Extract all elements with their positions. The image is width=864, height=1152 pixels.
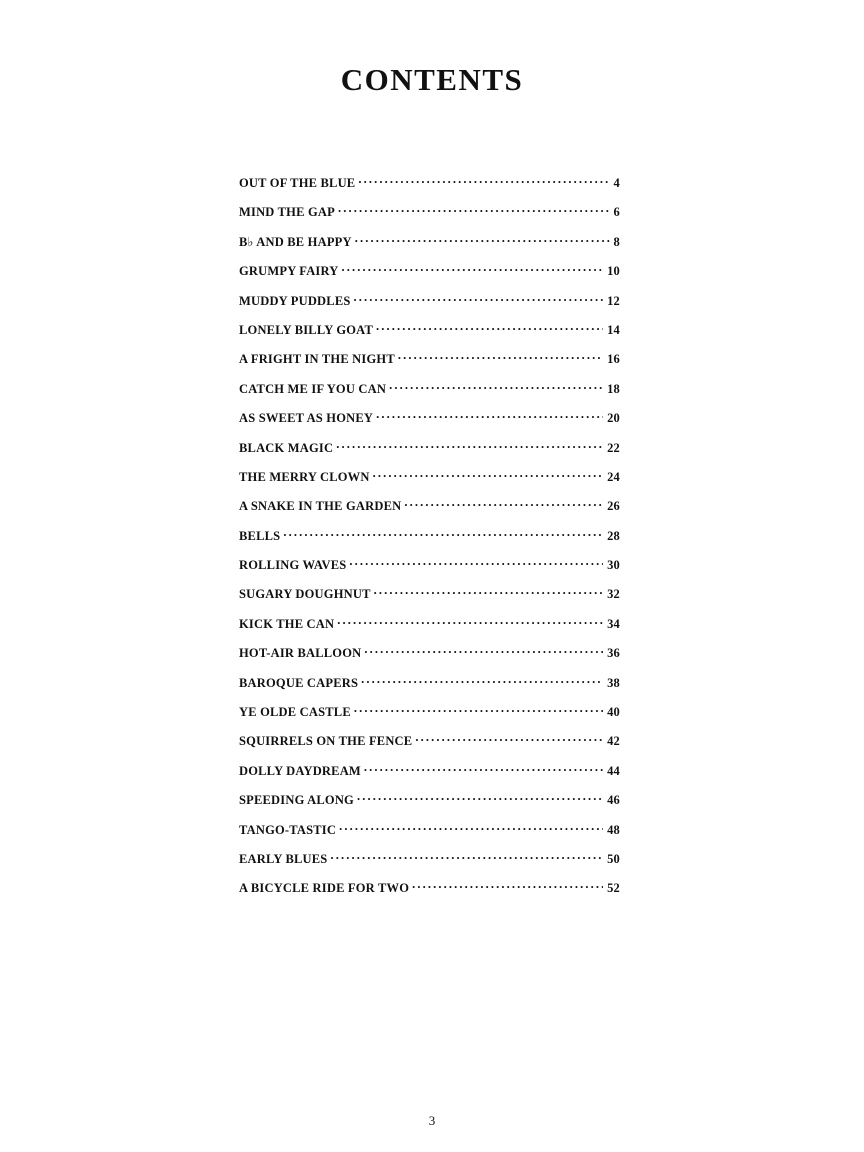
dot-leader (376, 407, 603, 422)
toc-entry-title: A SNAKE IN THE GARDEN (239, 499, 402, 514)
toc-entry-title: BAROQUE CAPERS (239, 675, 359, 690)
toc-entry-page: 40 (607, 705, 620, 720)
dot-leader (339, 819, 603, 834)
dot-leader (398, 348, 603, 363)
toc-entry (239, 554, 620, 583)
toc-entry-page: 46 (607, 793, 620, 808)
toc-entry (239, 348, 620, 377)
dot-leader (415, 730, 603, 745)
toc-entry (239, 231, 620, 260)
toc-entry-title: TANGO-TASTIC (239, 822, 337, 837)
toc-entry-page: 50 (607, 851, 620, 866)
toc-entry-page: 14 (607, 322, 620, 337)
toc-entry-page: 38 (607, 675, 620, 690)
toc-entry-title: KICK THE CAN (239, 616, 335, 631)
toc-entry (239, 583, 620, 612)
toc-entry-title: GRUMPY FAIRY (239, 264, 339, 279)
toc-entry-title: DOLLY DAYDREAM (239, 763, 361, 778)
toc-entry-title: BELLS (239, 528, 281, 543)
toc-entry-title: ROLLING WAVES (239, 558, 347, 573)
toc-entry-title: SUGARY DOUGHNUT (239, 587, 371, 602)
toc-entry-page: 28 (607, 528, 620, 543)
toc-entry-title: LONELY BILLY GOAT (239, 322, 374, 337)
toc-entry (239, 848, 620, 877)
toc-entry (239, 201, 620, 230)
toc-entry (239, 172, 620, 201)
toc-entry-title: EARLY BLUES (239, 851, 328, 866)
toc-entry (239, 613, 620, 642)
toc-entry (239, 701, 620, 730)
dot-leader (342, 260, 604, 275)
toc-entry-page: 36 (607, 646, 620, 661)
toc-entry-page: 34 (607, 616, 620, 631)
dot-leader (330, 848, 603, 863)
toc-entry-page: 48 (607, 822, 620, 837)
toc-entry (239, 378, 620, 407)
toc-entry (239, 672, 620, 701)
toc-entry (239, 819, 620, 848)
page-number: 3 (428, 1113, 436, 1128)
dot-leader (338, 201, 610, 216)
dot-leader (337, 613, 603, 628)
toc-entry-page: 10 (607, 264, 620, 279)
toc-entry-title: AS SWEET AS HONEY (239, 411, 374, 426)
toc-entry-title: THE MERRY CLOWN (239, 469, 370, 484)
toc-entry-page: 22 (607, 440, 620, 455)
dot-leader (404, 495, 603, 510)
toc-entry-page: 30 (607, 558, 620, 573)
page-title: CONTENTS (340, 62, 524, 97)
toc-entry-page: 4 (613, 176, 620, 190)
toc-entry (239, 760, 620, 789)
toc-entry-page: 16 (607, 352, 620, 367)
toc-entry (239, 789, 620, 818)
toc-entry-page: 32 (607, 587, 620, 602)
toc-entry (239, 730, 620, 759)
toc-entry-title: BLACK MAGIC (239, 440, 334, 455)
dot-leader (364, 642, 603, 657)
toc-entry-page: 24 (607, 469, 620, 484)
toc-entry-page: 8 (613, 234, 620, 249)
toc-entry-page: 26 (607, 499, 620, 514)
toc-entry-page: 18 (607, 381, 620, 396)
toc-entry-title: HOT-AIR BALLOON (239, 646, 362, 661)
dot-leader (355, 231, 610, 246)
dot-leader (354, 701, 603, 716)
toc-entry (239, 642, 620, 671)
dot-leader (412, 877, 603, 892)
toc-entry-page: 12 (607, 293, 620, 308)
toc-entry-title: SQUIRRELS ON THE FENCE (239, 734, 413, 749)
toc-entry (239, 319, 620, 348)
dot-leader (389, 378, 603, 393)
toc-entry (239, 525, 620, 554)
dot-leader (357, 789, 603, 804)
toc-entry-page: 42 (607, 734, 620, 749)
toc-entry (239, 877, 620, 906)
toc-entry (239, 437, 620, 466)
toc-entry (239, 290, 620, 319)
toc-entry (239, 260, 620, 289)
toc-entry-title: A FRIGHT IN THE NIGHT (239, 352, 395, 367)
table-of-contents (239, 172, 620, 907)
dot-leader (354, 290, 604, 305)
toc-entry-title: SPEEDING ALONG (239, 793, 354, 808)
toc-entry-title: CATCH ME IF YOU CAN (239, 381, 387, 396)
toc-entry-page: 44 (607, 763, 620, 778)
dot-leader (283, 525, 603, 540)
toc-entry (239, 495, 620, 524)
toc-entry-title: MIND THE GAP (239, 205, 335, 220)
dot-leader (349, 554, 603, 569)
dot-leader (364, 760, 603, 775)
toc-entry (239, 466, 620, 495)
toc-entry (239, 407, 620, 436)
toc-entry-page: 52 (607, 881, 620, 896)
dot-leader (361, 672, 603, 687)
dot-leader (376, 319, 603, 334)
dot-leader (336, 437, 603, 452)
toc-entry-title: YE OLDE CASTLE (239, 705, 351, 720)
dot-leader (373, 466, 604, 481)
toc-entry-title: B♭ AND BE HAPPY (239, 234, 352, 249)
toc-entry-title: MUDDY PUDDLES (239, 293, 351, 308)
toc-entry-page: 20 (607, 411, 620, 426)
toc-entry-title: OUT OF THE BLUE (239, 176, 356, 190)
toc-entry-page: 6 (613, 205, 620, 220)
dot-leader (358, 172, 609, 187)
toc-entry-title: A BICYCLE RIDE FOR TWO (239, 881, 410, 896)
dot-leader (374, 583, 603, 598)
